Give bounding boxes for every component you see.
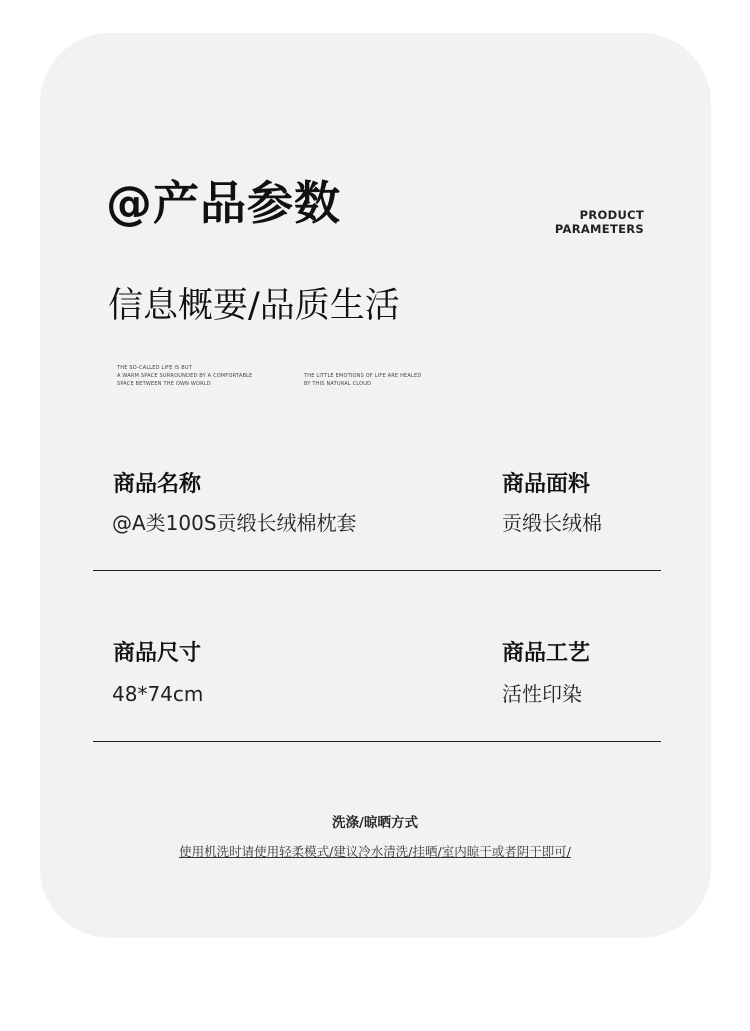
fabric-label: 商品面料 bbox=[502, 472, 591, 497]
english-subtitle-line1: PRODUCT bbox=[579, 208, 644, 222]
tagline-right-line: BY THIS NATURAL CLOUD bbox=[304, 381, 372, 387]
size-value: 48*74cm bbox=[112, 682, 204, 706]
divider bbox=[93, 741, 661, 742]
tagline-right bbox=[304, 372, 421, 388]
craft-label: 商品工艺 bbox=[502, 641, 591, 666]
product-name-label: 商品名称 bbox=[113, 472, 202, 497]
divider bbox=[93, 570, 661, 571]
page-title: @产品参数 bbox=[106, 176, 341, 230]
section-heading: 信息概要/品质生活 bbox=[108, 286, 400, 326]
english-subtitle bbox=[555, 208, 644, 236]
craft-value: 活性印染 bbox=[502, 682, 582, 706]
tagline-right-line: THE LITTLE EMOTIONS OF LIFE ARE HEALED bbox=[304, 373, 422, 379]
english-subtitle-line2: PARAMETERS bbox=[554, 222, 644, 236]
product-name-value: @A类100S贡缎长绒棉枕套 bbox=[112, 511, 357, 535]
tagline-left bbox=[117, 364, 252, 388]
tagline-left-line: THE SO-CALLED LIFE IS BUT bbox=[117, 365, 192, 371]
care-instructions: 使用机洗时请使用轻柔模式/建议冷水清洗/挂晒/室内晾干或者阴干即可/ bbox=[179, 844, 571, 859]
tagline-left-line: SPACE BETWEEN THE OWN WORLD bbox=[117, 381, 211, 387]
care-title: 洗涤/晾晒方式 bbox=[332, 815, 418, 831]
tagline-left-line: A WARM SPACE SURROUNDED BY A COMFORTABLE bbox=[117, 373, 253, 379]
size-label: 商品尺寸 bbox=[113, 641, 202, 666]
fabric-value: 贡缎长绒棉 bbox=[502, 511, 602, 535]
